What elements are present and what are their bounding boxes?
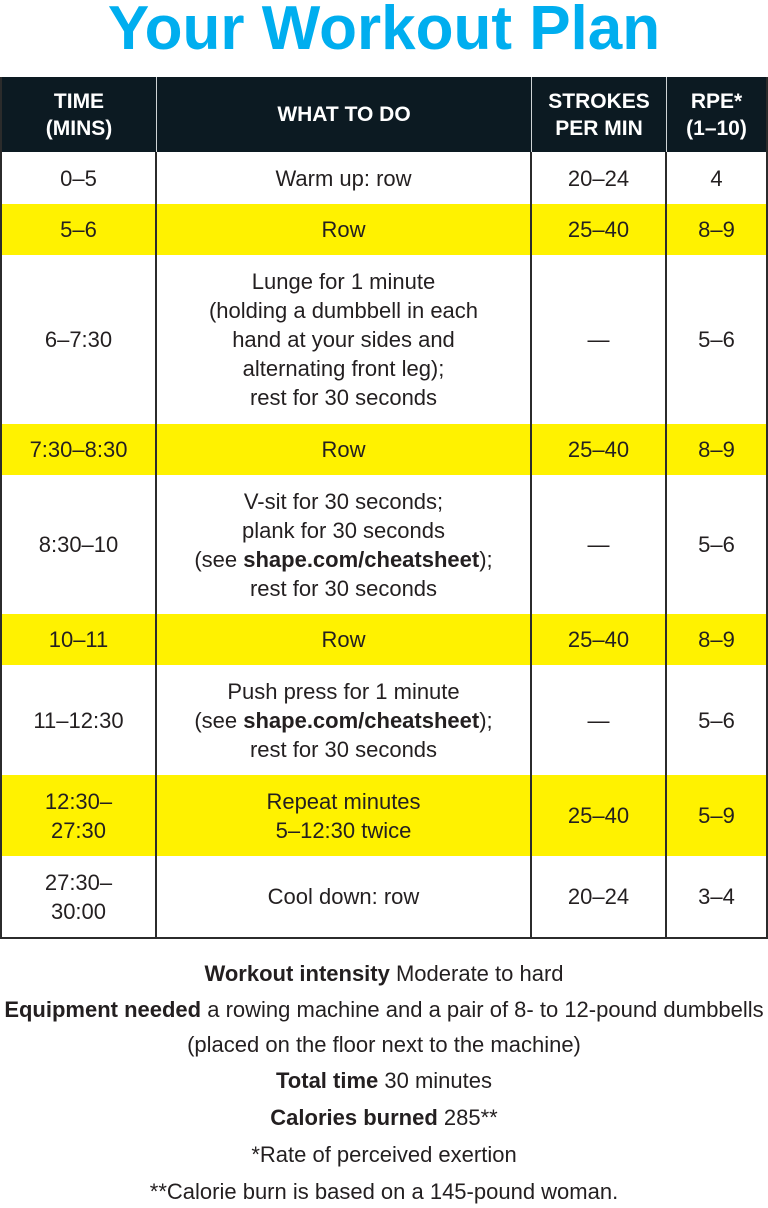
page-title: Your Workout Plan (107, 0, 661, 63)
activity-text: Row (321, 217, 366, 242)
equipment-label: Equipment needed (4, 997, 202, 1022)
workout-summary (0, 955, 768, 1208)
time-value: 5–6 (60, 217, 97, 242)
activity-cell (157, 665, 532, 775)
link-suffix: ); (479, 546, 493, 572)
calories-line (0, 1099, 768, 1136)
activity-line: rest for 30 seconds (249, 385, 438, 410)
rpe-cell: 4 (667, 152, 766, 204)
time-cell (2, 255, 157, 424)
time-value: 11–12:30 (33, 707, 124, 733)
time-line: 27:30– (44, 869, 113, 895)
strokes-cell: 25–40 (532, 424, 667, 475)
equipment-value: a rowing machine and a pair of 8- to 12-pound dumbbells (placed on the floor next to the machine) (187, 997, 764, 1057)
activity-text: Warm up: row (275, 165, 412, 191)
header-what-to-do (157, 77, 532, 152)
time-line: 30:00 (50, 898, 107, 924)
time-value (45, 868, 112, 926)
equipment-line (0, 992, 768, 1062)
time-cell (2, 424, 157, 475)
rpe-cell: 5–6 (667, 475, 766, 614)
time-value: 8:30–10 (38, 532, 119, 557)
rpe-cell: 8–9 (667, 204, 766, 255)
rpe-cell: 8–9 (667, 424, 766, 475)
header-what-line1: WHAT TO DO (277, 103, 411, 126)
activity-line: rest for 30 seconds (249, 575, 438, 601)
activity-cell (157, 614, 532, 665)
intensity-line (0, 955, 768, 992)
activity-cell (157, 152, 532, 204)
intensity-label: Workout intensity (204, 961, 390, 986)
strokes-cell: 25–40 (532, 775, 667, 856)
time-line: 12:30– (44, 788, 113, 814)
header-rpe-line2: (1–10) (686, 116, 747, 140)
time-cell (2, 665, 157, 775)
link-prefix: (see (194, 546, 244, 572)
header-strokes-line1: STROKES (548, 89, 650, 113)
link-prefix: (see (194, 707, 244, 733)
activity-cell (157, 424, 532, 475)
activity-cell (157, 255, 532, 424)
activity-text (209, 267, 478, 412)
activity-line: Push press for 1 minute (227, 678, 460, 704)
time-value: 7:30–8:30 (29, 437, 128, 462)
activity-line: (holding a dumbbell in each (208, 298, 479, 323)
calories-value: 285** (437, 1105, 498, 1130)
activity-line-link (194, 706, 492, 735)
header-time-line2: (MINS) (45, 116, 113, 140)
strokes-cell: 20–24 (532, 152, 667, 204)
strokes-cell: — (532, 255, 667, 424)
intensity-value: Moderate to hard (389, 961, 564, 986)
activity-line: plank for 30 seconds (241, 517, 445, 543)
time-value (45, 787, 112, 845)
strokes-cell: — (532, 475, 667, 614)
activity-line-link (194, 545, 492, 574)
header-rpe-line1: RPE* (690, 89, 743, 113)
time-cell (2, 775, 157, 856)
activity-line: hand at your sides and (232, 327, 455, 352)
time-cell (2, 152, 157, 204)
time-value: 0–5 (60, 165, 97, 191)
activity-line: Repeat minutes (266, 788, 421, 814)
activity-line: rest for 30 seconds (249, 736, 438, 762)
activity-cell (157, 856, 532, 937)
calorie-footnote: **Calorie burn is based on a 145-pound woman. (149, 1179, 619, 1204)
activity-line: Lunge for 1 minute (251, 269, 436, 294)
time-cell (2, 475, 157, 614)
strokes-cell: 25–40 (532, 614, 667, 665)
activity-cell (157, 204, 532, 255)
activity-text: Row (321, 437, 366, 462)
rpe-cell: 3–4 (667, 856, 766, 937)
cheatsheet-link[interactable]: shape.com/cheatsheet (243, 707, 480, 733)
rpe-cell: 5–6 (667, 255, 766, 424)
strokes-cell: 20–24 (532, 856, 667, 937)
activity-line: V-sit for 30 seconds; (243, 488, 444, 514)
strokes-cell: 25–40 (532, 204, 667, 255)
activity-text (194, 487, 492, 603)
header-rpe (667, 77, 766, 152)
activity-text: Row (321, 627, 366, 652)
strokes-cell: — (532, 665, 667, 775)
activity-text (194, 677, 492, 764)
time-value: 10–11 (48, 627, 109, 652)
header-strokes (532, 77, 667, 152)
link-suffix: ); (479, 707, 493, 733)
time-cell (2, 204, 157, 255)
time-cell (2, 856, 157, 937)
activity-text (266, 787, 420, 845)
time-value: 6–7:30 (44, 327, 113, 352)
header-time (2, 77, 157, 152)
workout-table (0, 77, 768, 939)
rpe-cell: 8–9 (667, 614, 766, 665)
activity-cell (157, 775, 532, 856)
activity-text: Cool down: row (267, 884, 420, 909)
activity-line: alternating front leg); (242, 356, 445, 381)
rpe-cell: 5–6 (667, 665, 766, 775)
header-time-line1: TIME (53, 89, 105, 113)
time-line: 27:30 (50, 817, 107, 843)
calories-label: Calories burned (270, 1105, 438, 1130)
cheatsheet-link[interactable]: shape.com/cheatsheet (243, 546, 480, 572)
activity-cell (157, 475, 532, 614)
rpe-cell: 5–9 (667, 775, 766, 856)
header-strokes-line2: PER MIN (555, 116, 643, 140)
rpe-footnote: *Rate of perceived exertion (251, 1142, 517, 1167)
total-time-value: 30 minutes (378, 1068, 492, 1093)
total-time-line (0, 1062, 768, 1099)
time-cell (2, 614, 157, 665)
activity-line: 5–12:30 twice (275, 817, 412, 843)
total-time-label: Total time (276, 1068, 379, 1093)
